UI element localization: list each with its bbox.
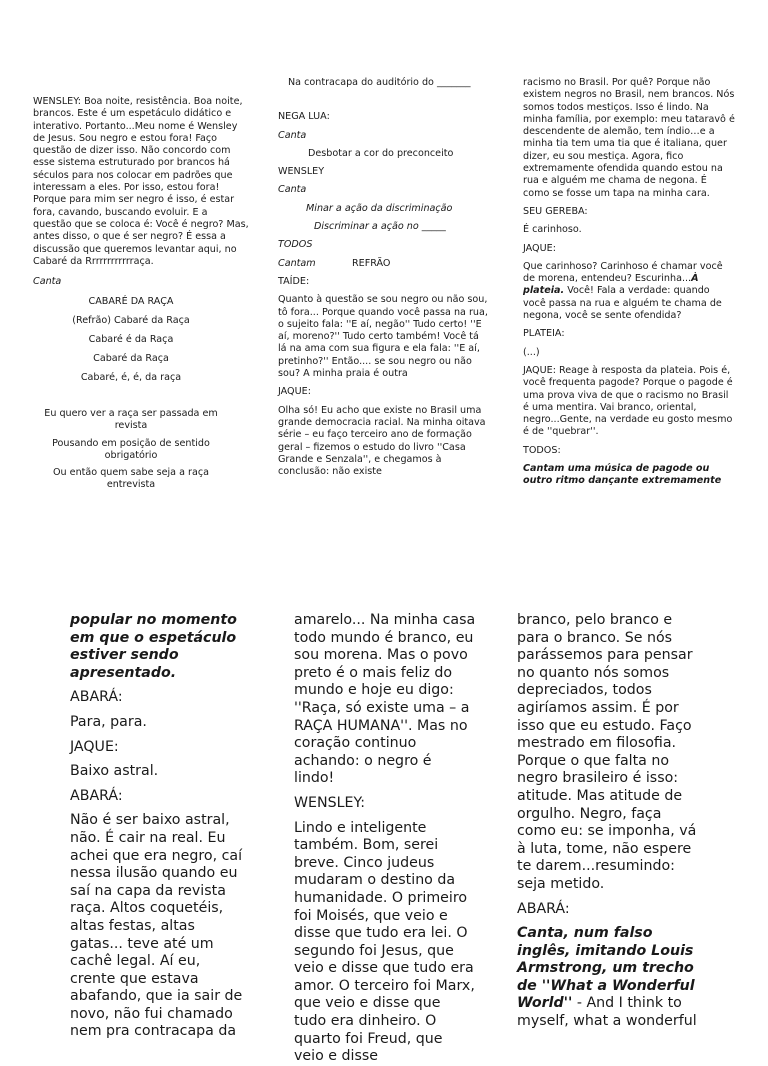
speaker-wensley: WENSLEY — [278, 166, 325, 178]
stage-direction: Canta — [278, 184, 307, 196]
song-line: (Refrão) Cabaré da Raça — [72, 315, 190, 327]
speaker-jaque: JAQUE: — [523, 242, 556, 254]
song-block — [33, 296, 229, 491]
speaker-wensley: WENSLEY: — [294, 794, 366, 811]
stage-direction-pagode: Cantam uma música de pagode ou outro ritmo dançante extremamente — [523, 463, 722, 487]
bottom-column-2 — [294, 612, 476, 1066]
speaker-plateia: PLATEIA: — [523, 328, 565, 340]
lyric-line: Desbotar a cor do preconceito — [308, 147, 454, 159]
verse-line: Eu quero ver a raça ser passada em revista — [44, 407, 218, 432]
stage-direction-armstrong: Canta, num falso inglês, imitando Louis Armstrong, um trecho de ''What a Wonderful World'' — [517, 925, 695, 1012]
speaker-nega-lua: NEGA LUA: — [278, 111, 330, 123]
stage-direction-canta: Canta — [33, 276, 62, 288]
stage-direction: Canta — [278, 129, 307, 141]
abara-long-speech: Não é ser baixo astral, não. É cair na real. Eu achei que era negro, caí nessa ilusão quando eu saí na capa da revista raça. Altos coquetéis, altas festas, altas gatas... teve até um cachê legal. Aí eu, crente que estava abafando, que ia sair de novo, não fui chamado nem pra contracapa da — [70, 812, 243, 1040]
top-column-2 — [278, 77, 488, 478]
speaker-seu-gereba: SEU GEREBA: — [523, 205, 588, 217]
jaque-speech-c: Você! Fala a verdade: quando você passa na rua e alguém te chama de negona, você se sente ofendida? — [523, 285, 722, 322]
top-page — [0, 0, 768, 520]
jaque-speech-continued: racismo no Brasil. Por quê? Porque não existem negros no Brasil, nem brancos. Nós somos todos mestiços. Isso é lindo. Na minha família, por exemplo: meu tataravô é descendente de alemão, tem índio…e a minha tia tem uma tia que é italiana, quer dizer, eu sou mestiça. Agora, fico extremamente ofendida quando estou na rua e alguém me chama de negona. É como se fosse um tapa na minha cara. — [523, 77, 735, 199]
speaker-jaque: JAQUE: — [278, 386, 311, 398]
refrain-label: REFRÃO — [352, 257, 391, 269]
speech-continued: branco, pelo branco e para o branco. Se nós parássemos para pensar no quanto nós somos depreciados, todos agiríamos assim. É por isso que eu estudo. Faço mestrado em filosofia. Porque o que falta no negro brasileiro é isso: atitude. Mas atitude de orgulho. Negro, faça como eu: se imponha, vá à luta, tome, não espere te darem...resumindo: seja metido. — [517, 612, 697, 892]
abara-speech: Para, para. — [70, 713, 147, 730]
speaker-abara: ABARÁ: — [70, 787, 123, 804]
bottom-column-1 — [70, 612, 250, 1041]
song-line: Cabaré da Raça — [93, 352, 169, 364]
song-line: Cabaré, é, é, da raça — [80, 371, 182, 383]
top-column-3 — [523, 77, 735, 488]
bottom-column-3 — [517, 612, 701, 1031]
speaker-taide: TAÍDE: — [278, 275, 310, 287]
stage-direction-popular: popular no momento em que o espetáculo estiver sendo apresentado. — [70, 612, 237, 681]
top-column-1 — [33, 96, 249, 492]
speech-continued: amarelo... Na minha casa todo mundo é branco, eu sou morena. Mas o povo preto é o mais feliz do mundo e hoje eu digo: ''Raça, só existe uma – a RAÇA HUMANA''. Mas no coração continuo achando: o negro é lindo! — [294, 612, 476, 787]
audience-response: (...) — [523, 346, 540, 358]
wensley-intro: WENSLEY: Boa noite, resistência. Boa noite, brancos. Este é um espetáculo didático e interativo. Portanto...Meu nome é Wensley de Jesus. Sou negro e estou fora! Faço questão de dizer isso. Não concordo com esse sistema estruturado por brancos há séculos para nos colocar em padrões que interessam a eles. Por isso, estou fora! Porque para mim ser negro é isso, é estar fora, cavando, buscando evoluir. E a questão que se coloca é: Você é negro? Mas, antes disso, o que é ser negro? É essa a discussão que queremos levantar aqui, no Cabaré da Rrrrrrrrrrrraça. — [33, 96, 249, 267]
bottom-page — [0, 600, 768, 1065]
speaker-abara: ABARÁ: — [517, 900, 570, 917]
wensley-speech: Lindo e inteligente também. Bom, serei breve. Cinco judeus mudaram o destino da humanidade. O primeiro foi Moisés, que veio e disse que tudo era lei. O segundo foi Jesus, que veio e disse que tudo era amor. O terceiro foi Marx, que veio e disse que tudo era dinheiro. O quarto foi Freud, que veio e disse — [294, 819, 475, 1065]
speaker-todos: TODOS — [278, 239, 313, 251]
song-title: CABARÉ DA RAÇA — [88, 296, 174, 308]
speaker-abara: ABARÁ: — [70, 689, 123, 706]
jaque-reaction: JAQUE: Reage à resposta da plateia. Pois é, você frequenta pagode? Porque o pagode é uma prova viva de que o racismo no Brasil é uma mentira. Vai branco, oriental, negro...Gente, na verdade eu gosto mesmo é de ''quebrar''. — [523, 364, 733, 438]
verse-line: Pousando em posição de sentido obrigatório — [52, 437, 210, 461]
verse-line: Ou então quem sabe seja a raça entrevista — [52, 467, 209, 491]
gereba-speech: É carinhoso. — [523, 224, 582, 236]
stage-direction-plateia: À plateia. — [523, 273, 699, 297]
lyric-line: Discriminar a ação no _____ — [314, 221, 446, 233]
song-line: Cabaré é da Raça — [88, 334, 174, 346]
jaque-speech — [523, 261, 735, 322]
speaker-jaque: JAQUE: — [70, 738, 119, 755]
stage-direction-song — [517, 925, 701, 1031]
stage-direction-cantam: Cantam — [278, 257, 316, 269]
jaque-speech: Baixo astral. — [70, 763, 159, 780]
taide-speech: Quanto à questão se sou negro ou não sou, tô fora... Porque quando você passa na rua, o sujeito fala: ''E aí, negão'' Tudo certo! ''E aí, moreno?'' Tudo certo também! Você tá lá na ama com sua figura e ela fala: ''E aí, pretinho?'' Então.... se sou negro ou não sou? A minha praia é outra — [278, 294, 488, 380]
english-lyric: - And I think to myself, what a wonderful — [517, 995, 697, 1030]
jaque-speech: Olha só! Eu acho que existe no Brasil uma grande democracia racial. Na minha oitava série – eu faço terceiro ano de formação geral – fizemos o estudo do livro ''Casa Grande e Senzala'', e chegamos à conclusão: não existe — [278, 404, 486, 478]
refrain-line — [278, 258, 488, 270]
lyric-line: Minar a ação da discriminação — [306, 202, 453, 214]
column-heading: Na contracapa do auditório do _______ — [288, 77, 471, 88]
jaque-speech-a: Que carinhoso? Carinhoso é chamar você de morena, entendeu? Escurinha... — [523, 260, 723, 285]
speaker-todos: TODOS: — [523, 444, 561, 456]
